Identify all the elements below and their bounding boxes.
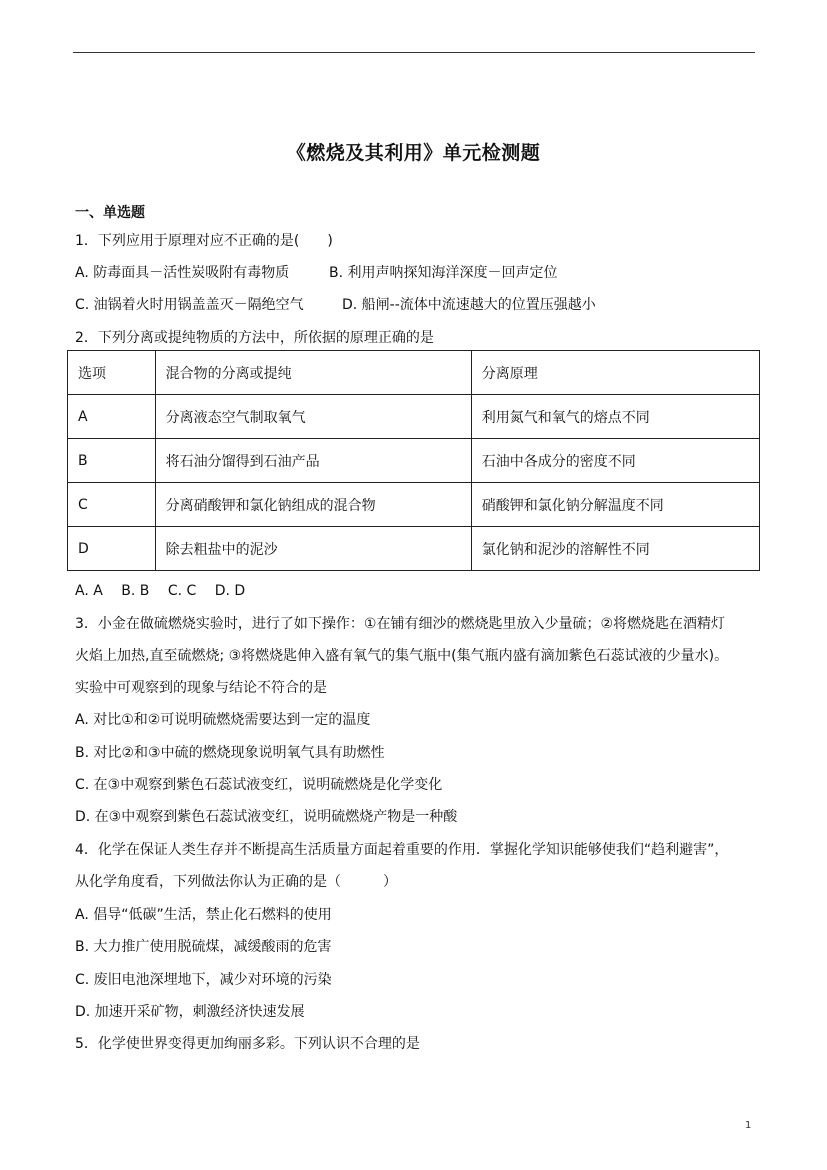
q3-stem-line2: 火焰上加热,直至硫燃烧; ③将燃烧匙伸入盛有氧气的集气瓶中(集气瓶内盛有滴加紫色石蕊试液的少量水)。 xyxy=(75,648,729,664)
q2-table xyxy=(67,350,760,571)
page-title: 《燃烧及其利用》单元检测题 xyxy=(286,142,541,164)
q1-option-c: C. 油锅着火时用锅盖盖灭－隔绝空气 xyxy=(75,297,304,313)
table-row xyxy=(68,527,760,571)
q1-option-a: A. 防毒面具－活性炭吸附有毒物质 xyxy=(75,265,290,281)
q4-stem-line1: 4．化学在保证人类生存并不断提高生活质量方面起着重要的作用．掌握化学知识能够使我们“趋利避害”， xyxy=(75,842,729,858)
q4-stem-line2: 从化学角度看，下列做法你认为正确的是（ ） xyxy=(75,874,397,890)
q3-option-a: A. 对比①和②可说明硫燃烧需要达到一定的温度 xyxy=(75,712,371,728)
q3-stem-line1: 3．小金在做硫燃烧实验时，进行了如下操作：①在铺有细沙的燃烧匙里放入少量硫；②将燃烧匙在酒精灯 xyxy=(75,616,726,632)
table-row xyxy=(68,439,760,483)
q3-option-c: C. 在③中观察到紫色石蕊试液变红，说明硫燃烧是化学变化 xyxy=(75,777,443,793)
table-cell: 氯化钠和泥沙的溶解性不同 xyxy=(471,527,759,571)
table-header-row xyxy=(68,351,760,395)
table-header-cell: 选项 xyxy=(68,351,156,395)
q2-stem: 2．下列分离或提纯物质的方法中，所依据的原理正确的是 xyxy=(75,330,434,346)
table-cell: C xyxy=(68,483,156,527)
q3-stem-line3: 实验中可观察到的现象与结论不符合的是 xyxy=(75,680,327,696)
table-cell: 石油中各成分的密度不同 xyxy=(471,439,759,483)
table-cell: 分离硝酸钾和氯化钠组成的混合物 xyxy=(155,483,471,527)
table-header-cell: 分离原理 xyxy=(471,351,759,395)
q1-option-d: D. 船闸--流体中流速越大的位置压强越小 xyxy=(342,297,596,313)
table-cell: B xyxy=(68,439,156,483)
header-rule xyxy=(73,52,755,53)
table-cell: 利用氮气和氧气的熔点不同 xyxy=(471,395,759,439)
section-heading: 一、单选题 xyxy=(75,205,145,221)
q4-option-b: B. 大力推广使用脱硫煤，减缓酸雨的危害 xyxy=(75,939,332,955)
q1-options-row2 xyxy=(75,294,596,314)
q4-option-a: A. 倡导“低碳”生活，禁止化石燃料的使用 xyxy=(75,907,332,923)
table-cell: 将石油分馏得到石油产品 xyxy=(155,439,471,483)
q1-options-row1 xyxy=(75,262,558,282)
table-cell: 硝酸钾和氯化钠分解温度不同 xyxy=(471,483,759,527)
q3-option-d: D. 在③中观察到紫色石蕊试液变红，说明硫燃烧产物是一种酸 xyxy=(75,809,458,825)
q5-stem: 5．化学使世界变得更加绚丽多彩。下列认识不合理的是 xyxy=(75,1036,420,1052)
q4-option-d: D. 加速开采矿物，刺激经济快速发展 xyxy=(75,1004,305,1020)
q4-option-c: C. 废旧电池深埋地下，减少对环境的污染 xyxy=(75,972,332,988)
table-row xyxy=(68,395,760,439)
table-cell: D xyxy=(68,527,156,571)
table-cell: 除去粗盐中的泥沙 xyxy=(155,527,471,571)
q1-stem: 1．下列应用于原理对应不正确的是( ) xyxy=(75,233,333,249)
q3-option-b: B. 对比②和③中硫的燃烧现象说明氧气具有助燃性 xyxy=(75,745,385,761)
q1-option-b: B. 利用声呐探知海洋深度－回声定位 xyxy=(329,265,558,281)
q2-options: A. A B. B C. C D. D xyxy=(75,583,246,599)
table-cell: 分离液态空气制取氧气 xyxy=(155,395,471,439)
table-row xyxy=(68,483,760,527)
page-number: 1 xyxy=(745,1120,752,1131)
table-header-cell: 混合物的分离或提纯 xyxy=(155,351,471,395)
table-cell: A xyxy=(68,395,156,439)
